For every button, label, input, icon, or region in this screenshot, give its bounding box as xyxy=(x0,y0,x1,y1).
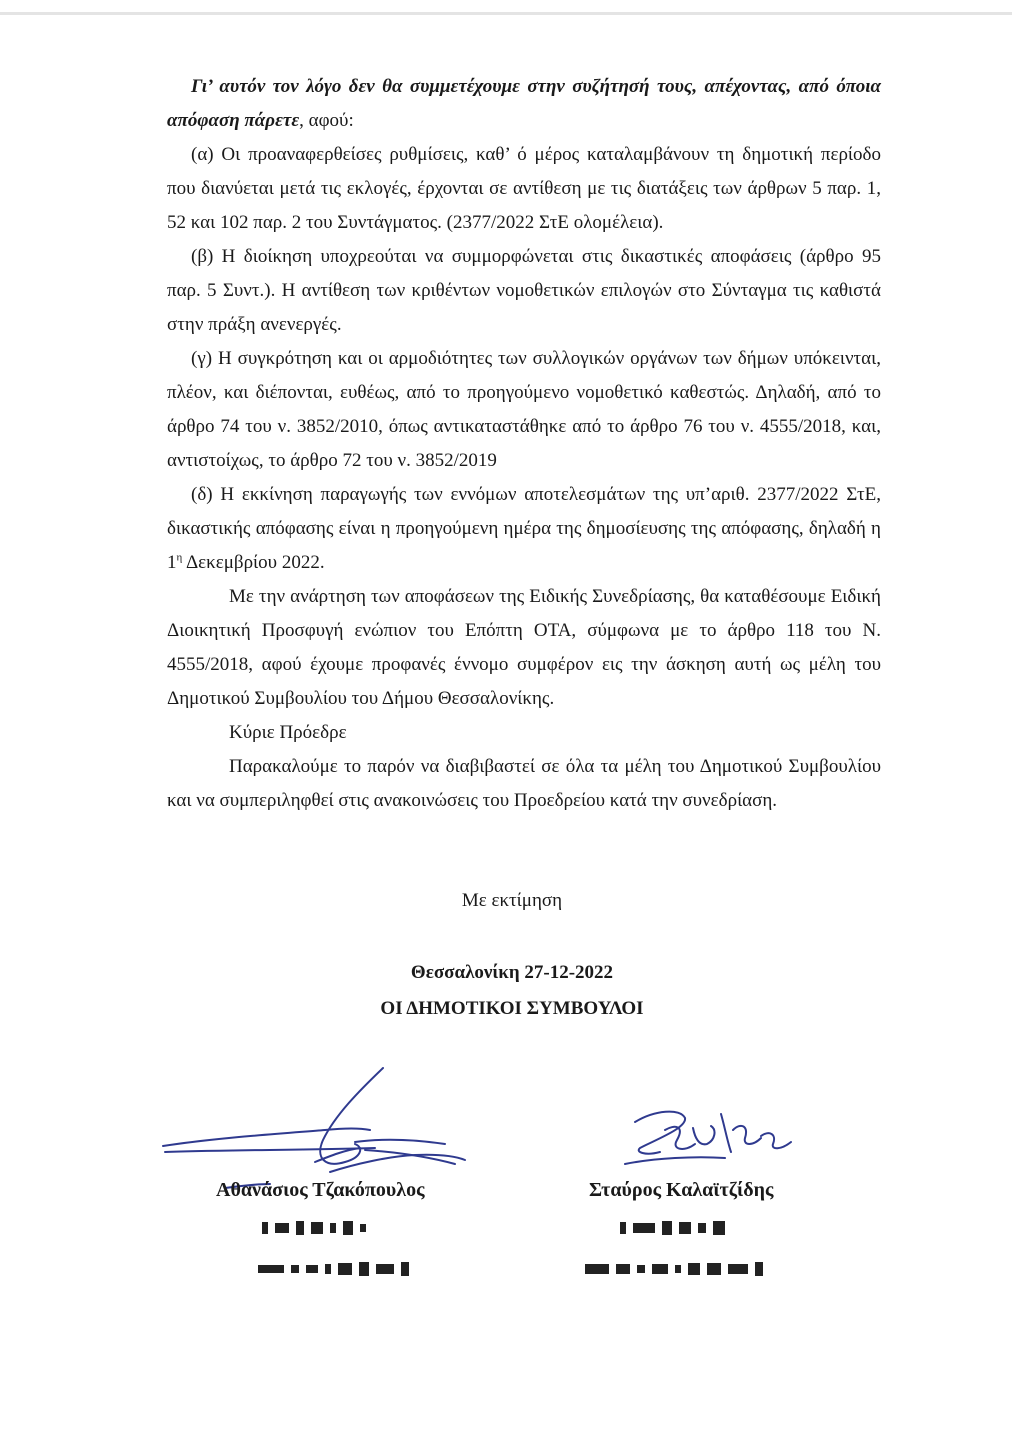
salutation: Κύριε Πρόεδρε xyxy=(229,722,347,743)
point-b: (β) Η διοίκηση υποχρεούται να συμμορφώνεται στις δικαστικές αποφάσεις (άρθρο 95 παρ. 5 Συντ.). Η αντίθεση των κριθέντων νομοθετικών επιλογών στο Σύνταγμα τις καθιστά στην πράξη ανενεργές. xyxy=(167,246,881,335)
intro-paragraph xyxy=(167,70,881,138)
redacted-info-2a xyxy=(620,1221,732,1235)
point-d xyxy=(167,478,881,580)
letter-body xyxy=(167,70,881,818)
point-d-date-tail: Δεκεμβρίου 2022. xyxy=(182,552,325,573)
point-a: (α) Οι προαναφερθείσες ρυθμίσεις, καθ’ ό μέρος καταλαμβάνουν τη δημοτική περίοδο που διανύεται μετά τις εκλογές, έρχονται σε αντίθεση με τις διατάξεις των άρθρων 5 παρ. 1, 52 και 102 παρ. 2 του Συντάγματος. (2377/2022 ΣτΕ ολομέλεια). xyxy=(167,144,881,233)
request-paragraph: Παρακαλούμε το παρόν να διαβιβαστεί σε όλα τα μέλη του Δημοτικού Συμβουλίου και να συμπεριληφθεί στις ανακοινώσεις του Προεδρείου κατά την συνεδρίαση. xyxy=(167,756,881,811)
signer-1-name: Αθανάσιος Τζακόπουλος xyxy=(216,1179,425,1201)
place-date: Θεσσαλονίκη 27-12-2022 xyxy=(410,962,614,983)
point-d-text: (δ) Η εκκίνηση παραγωγής των εννόμων αποτελεσμάτων της υπ’αριθ. 2377/2022 ΣτΕ, δικαστικής απόφασης είναι η προηγούμενη ημέρα της δημοσίευσης της απόφασης, δηλαδή η 1 xyxy=(167,484,881,573)
closing-line: Με εκτίμηση xyxy=(461,890,563,911)
redacted-info-2b xyxy=(585,1262,770,1276)
signer-2-name: Σταύρος Καλαϊτζίδης xyxy=(589,1179,774,1201)
appeal-paragraph: Με την ανάρτηση των αποφάσεων της Ειδικής Συνεδρίασης, θα καταθέσουμε Ειδική Διοικητική Προσφυγή ενώπιον του Επόπτη ΟΤΑ, σύμφωνα με το άρθρο 118 του Ν. 4555/2018, αφού έχουμε προφανές έννομο συμφέρον εις την άσκηση αυτή ως μέλη του Δημοτικού Συμβουλίου του Δήμου Θεσσαλονίκης. xyxy=(167,586,881,709)
redacted-info-1b xyxy=(258,1262,416,1276)
intro-rest: , αφού: xyxy=(299,110,354,131)
point-d-superscript: η xyxy=(176,551,183,564)
scan-top-edge xyxy=(0,12,1012,15)
signatories-heading: ΟΙ ΔΗΜΟΤΙΚΟΙ ΣΥΜΒΟΥΛΟΙ xyxy=(380,998,644,1019)
intro-emphasis: Γι’ αυτόν τον λόγο δεν θα συμμετέχουμε στην συζήτησή τους, απέχοντας, από όποια απόφαση πάρετε xyxy=(167,76,881,131)
point-c: (γ) Η συγκρότηση και οι αρμοδιότητες των συλλογικών οργάνων των δήμων υπόκεινται, πλέον, και διέπονται, ευθέως, από το προηγούμενο νομοθετικό καθεστώς. Δηλαδή, από το άρθρο 74 του ν. 3852/2010, όπως αντικαταστάθηκε από το άρθρο 76 του ν. 4555/2018, και, αντιστοίχως, το άρθρο 72 του ν. 3852/2019 xyxy=(167,348,881,471)
signature-2-image xyxy=(615,1100,815,1180)
redacted-info-1a xyxy=(262,1221,373,1235)
